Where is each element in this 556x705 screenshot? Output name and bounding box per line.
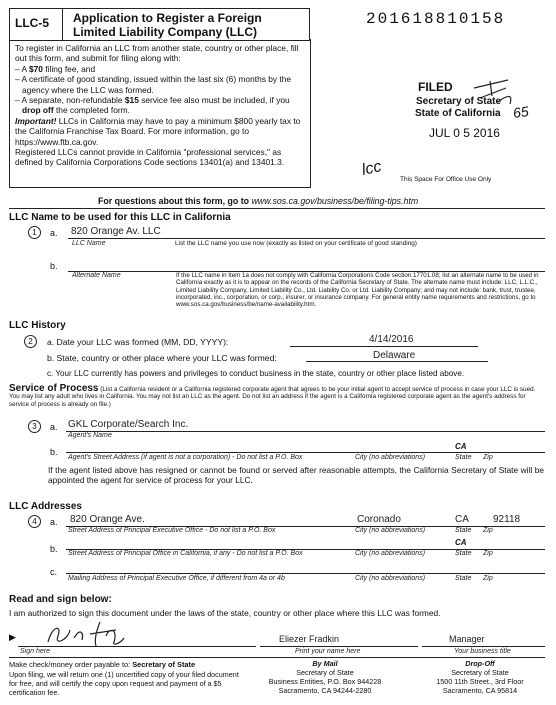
- intro-bullet2: – A certificate of good standing, issued within the last six (6) months by the agency where the LLC was formed.: [15, 74, 292, 95]
- important-label: Important!: [15, 115, 57, 126]
- title-box: [61, 8, 310, 41]
- s3-a: a.: [50, 422, 58, 432]
- b1-bold: $70: [28, 63, 43, 74]
- formed-date-line: [290, 346, 478, 347]
- stamp-line3: State of California: [415, 108, 501, 119]
- llc-name-hint: List the LLC name you use now (exactly as listed on your certificate of good standing): [175, 240, 417, 247]
- mailing-state-label: State: [455, 575, 472, 582]
- office-use-label: This Space For Office Use Only: [400, 176, 492, 183]
- payable-line: [9, 660, 195, 669]
- llc-name-label: LLC Name: [72, 240, 106, 247]
- intro-text: [15, 43, 307, 168]
- s2-c-label: c. Your LLC currently has powers and privileges to conduct business in the state, country or other place listed above.: [47, 369, 465, 378]
- b1-prefix: – A: [15, 63, 29, 74]
- exec-zip-label: Zip: [483, 527, 493, 534]
- agent-name-line: [66, 431, 545, 432]
- title-line2: Limited Liability Company (LLC): [73, 25, 258, 39]
- agent-state-value[interactable]: CA: [455, 442, 467, 451]
- mail-line3: Sacramento, CA 94244-2280: [278, 686, 372, 695]
- exec-state-value[interactable]: CA: [455, 514, 469, 525]
- copy-text: Upon filing, we will return one (1) uncertified copy of your filed document for free, and will certify the copy upon request and payment of a $5 certification fee.: [9, 670, 239, 697]
- section1-title: LLC Name to be used for this LLC in California: [9, 212, 231, 223]
- s2-a-label: a. Date your LLC was formed (MM, DD, YYYY):: [47, 337, 229, 347]
- ca-office-zip-label: Zip: [483, 550, 493, 557]
- exec-city-value[interactable]: Coronado: [357, 514, 401, 525]
- section2-number: 2: [24, 335, 37, 348]
- form-id-box: [9, 8, 63, 41]
- s3-b: b.: [50, 447, 58, 457]
- section3-number: 3: [28, 420, 41, 433]
- important-text: LLCs in California may have to pay a minimum $800 yearly tax to the California Franchise Tax Board. For more information, go to https://www.ftb.ca.gov.: [15, 115, 301, 147]
- ca-office-state-value[interactable]: CA: [455, 538, 467, 547]
- b1-suffix: filing fee, and: [42, 63, 96, 74]
- exec-state-label: State: [455, 527, 472, 534]
- s4-a: a.: [50, 517, 58, 527]
- drop-line1: Secretary of State: [451, 668, 509, 677]
- mail-line1: Secretary of State: [296, 668, 354, 677]
- mailing-line: [66, 573, 545, 574]
- ca-office-label: Street Address of Principal Office in California, if any - Do not list a P.O. Box: [68, 550, 303, 557]
- formed-date-value[interactable]: 4/14/2016: [369, 334, 414, 345]
- handwritten-initials: lcc: [360, 158, 384, 179]
- section3-heading: [9, 385, 547, 408]
- intro-bullet1: [15, 64, 307, 74]
- stamp-filed: FILED: [418, 80, 453, 94]
- formed-place-value[interactable]: Delaware: [373, 350, 416, 361]
- sign-arrow: ▶: [9, 632, 16, 642]
- ca-office-state-label: State: [455, 550, 472, 557]
- s4-c: c.: [50, 567, 58, 577]
- stamp-date: JUL 0 5 2016: [429, 126, 500, 140]
- agent-name-label: Agent's Name: [68, 432, 112, 439]
- intro-box: [9, 39, 311, 188]
- business-title-label: Your business title: [454, 648, 511, 655]
- print-name-label: Print your name here: [295, 648, 361, 655]
- exec-zip-value[interactable]: 92118: [493, 514, 521, 525]
- agent-zip-label: Zip: [483, 454, 493, 461]
- intro-bullet3: [15, 95, 307, 116]
- section4-title: LLC Addresses: [9, 501, 82, 512]
- stamp-scribble-number: 65: [511, 102, 530, 122]
- section3-intro: (List a California resident or a California registered corporate agent that agrees to be your initial agent to accept service of process in case your LLC is sued. You may list any adult who lives in California. You may not list an LLC as the agent. Do not list an address if the agent is a California registered corporate agent as the agent's address for service of process is already on file.): [9, 386, 536, 408]
- intro-important: [15, 116, 307, 147]
- exec-city-label: City (no abbreviations): [355, 527, 426, 534]
- dropoff-block: [410, 659, 550, 695]
- form-id: LLC-5: [15, 16, 49, 30]
- sign-title: Read and sign below:: [9, 594, 112, 605]
- mailing-city-label: City (no abbreviations): [355, 575, 426, 582]
- section4-number: 4: [28, 515, 41, 528]
- intro-p3: Registered LLCs cannot provide in California "professional services," as defined by California Corporations Code sections 13401(a) and 13401.3.: [15, 147, 285, 168]
- agent-address-label: Agent's Street Address (if agent is not a corporation) - Do not list a P.O. Box: [68, 454, 303, 461]
- footer-divider: [9, 657, 545, 658]
- llc-name-line: [68, 238, 545, 239]
- agent-name-value[interactable]: GKL Corporate/Search Inc.: [68, 419, 189, 430]
- questions-prefix: For questions about this form, go to: [98, 196, 252, 206]
- llc-name-value[interactable]: 820 Orange Av. LLC: [71, 226, 161, 237]
- stamp-line2: Secretary of State: [416, 96, 502, 107]
- print-name-value[interactable]: Eliezer Fradkin: [279, 634, 340, 644]
- exec-address-label: Street Address of Principal Executive Office - Do not list a P.O. Box: [68, 527, 276, 534]
- s2-b-label: b. State, country or other place where your LLC was formed:: [47, 353, 277, 363]
- signature-line: [18, 646, 256, 647]
- section3-title: Service of Process: [9, 383, 99, 394]
- alt-name-text: If the LLC name in Item 1a does not comply with California Corporations Code section 17701.08; list an alternate name to be used in California exactly as it is to appear on the records of the California Secretary of State. The alternate name must include: LLC, L.L.C., Limited Liability Company, Limited Liability Co., Ltd. Liability Co. or Ltd. Liability Company; and may not include: bank, trust, trustee, incorporated, inc., corporation, or corp., insurer, or insurance company. For general entity name requirements and restrictions, go to www.sos.ca.gov/business/be/name-availability.htm.: [176, 272, 539, 309]
- agent-note: If the agent listed above has resigned or cannot be found or served after reasonable attempts, the California Secretary of State will be appointed the agent for service of process for your LLC.: [48, 465, 544, 486]
- b3-suffix: the completed form.: [53, 105, 130, 116]
- title-line1: Application to Register a Foreign: [73, 11, 262, 25]
- payable-bold: Secretary of State: [132, 660, 196, 669]
- questions-line: [98, 196, 418, 206]
- drop-line3: Sacramento, CA 95814: [442, 686, 518, 695]
- ca-office-city-label: City (no abbreviations): [355, 550, 426, 557]
- payable-prefix: Make check/money order payable to:: [9, 660, 133, 669]
- mail-line2: Business Entities, P.O. Box 944228: [268, 677, 382, 686]
- formed-place-line: [306, 361, 488, 362]
- sign-text: I am authorized to sign this document under the laws of the state, country or other place where this LLC was formed.: [9, 608, 441, 618]
- agent-state-label: State: [455, 454, 472, 461]
- mailing-zip-label: Zip: [483, 575, 493, 582]
- business-title-line: [422, 646, 545, 647]
- b3-prefix: – A separate, non-refundable: [15, 95, 125, 106]
- print-name-line: [260, 646, 418, 647]
- divider: [9, 208, 545, 209]
- mailing-label: Mailing Address of Principal Executive Office, if different from 4a or 4b: [68, 575, 285, 582]
- exec-street-value[interactable]: 820 Orange Ave.: [70, 514, 145, 525]
- b3-bold: $15: [124, 95, 139, 106]
- drop-line2: 1500 11th Street., 3rd Floor: [436, 677, 524, 686]
- mail-title: By Mail: [312, 659, 338, 668]
- alt-name-label: Alternate Name: [72, 272, 121, 279]
- section1-number: 1: [28, 226, 41, 239]
- mail-block: [250, 659, 400, 695]
- s1-b: b.: [50, 261, 58, 271]
- agent-address-line: [66, 452, 545, 453]
- b3-mid: service fee also must be included, if you: [138, 95, 290, 106]
- section2-title: LLC History: [9, 320, 66, 331]
- s4-b: b.: [50, 544, 58, 554]
- drop-title: Drop-Off: [465, 659, 495, 668]
- business-title-value[interactable]: Manager: [449, 634, 485, 644]
- document-number: 201618810158: [366, 10, 506, 28]
- agent-city-label: City (no abbreviations): [355, 454, 426, 461]
- questions-url[interactable]: www.sos.ca.gov/business/be/filing-tips.htm: [251, 196, 419, 206]
- sign-here-label: Sign here: [20, 648, 50, 655]
- b3-bold2: drop off: [22, 105, 54, 116]
- s1-a: a.: [50, 228, 58, 238]
- intro-p1: To register in California an LLC from another state, country or other place, fill out this form, and submit for filing along with:: [15, 43, 299, 64]
